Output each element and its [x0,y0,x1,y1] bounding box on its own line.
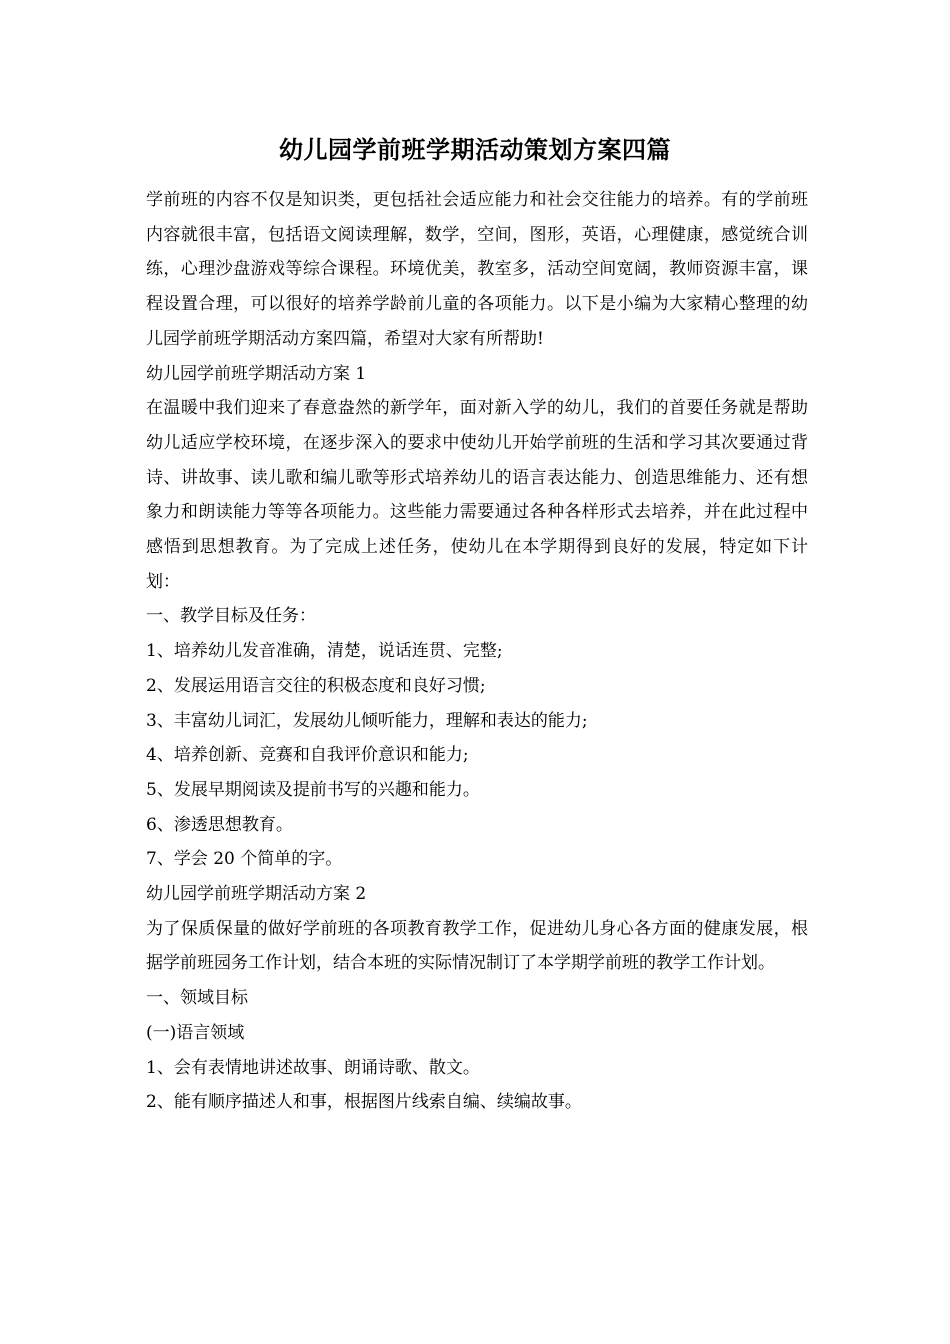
list-item: 5、发展早期阅读及提前书写的兴趣和能力。 [146,779,480,800]
list-item: 2、能有顺序描述人和事，根据图片线索自编、续编故事。 [146,1092,582,1113]
list-item: 3、丰富幼儿词汇，发展幼儿倾听能力，理解和表达的能力; [146,710,588,731]
section-heading-plan-2: 幼儿园学前班学期活动方案 2 [146,884,367,905]
goals-heading: 一、教学目标及任务： [146,606,316,627]
language-domain-heading: (一)语言领域 [146,1022,245,1043]
section-heading-plan-1: 幼儿园学前班学期活动方案 1 [146,363,367,384]
list-item: 2、发展运用语言交往的积极态度和良好习惯; [146,675,486,696]
domain-goals-heading: 一、领域目标 [146,988,248,1009]
list-item: 1、培养幼儿发音准确，清楚，说话连贯、完整; [146,641,503,662]
plan-2-paragraph: 为了保质保量的做好学前班的各项教育教学工作，促进幼儿身心各方面的健康发展，根据学前班园务工作计划，结合本班的实际情况制订了本学期学前班的教学工作计划。 [146,918,808,974]
list-item: 7、学会 20 个简单的字。 [146,849,343,870]
document-title: 幼儿园学前班学期活动策划方案四篇 [279,135,671,164]
list-item: 4、培养创新、竞赛和自我评价意识和能力; [146,745,469,766]
plan-1-paragraph: 在温暖中我们迎来了春意盎然的新学年，面对新入学的幼儿，我们的首要任务就是帮助幼儿适应学校环境，在逐步深入的要求中使幼儿开始学前班的生活和学习其次要通过背诗、讲故事、读儿歌和编儿歌等形式培养幼儿的语言表达能力、创造思维能力、还有想象力和朗读能力等等各项能力。这些能力需要通过各种各样形式去培养，并在此过程中感悟到思想教育。为了完成上述任务，使幼儿在本学期得到良好的发展，特定如下计划： [146,398,808,592]
intro-paragraph: 学前班的内容不仅是知识类，更包括社会适应能力和社会交往能力的培养。有的学前班内容就很丰富，包括语文阅读理解，数学，空间，图形，英语，心理健康，感觉统合训练，心理沙盘游戏等综合课程。环境优美，教室多，活动空间宽阔，教师资源丰富，课程设置合理，可以很好的培养学龄前儿童的各项能力。以下是小编为大家精心整理的幼儿园学前班学期活动方案四篇，希望对大家有所帮助! [146,190,808,349]
list-item: 6、渗透思想教育。 [146,814,293,835]
list-item: 1、会有表情地讲述故事、朗诵诗歌、散文。 [146,1057,480,1078]
document-body [146,183,808,1120]
